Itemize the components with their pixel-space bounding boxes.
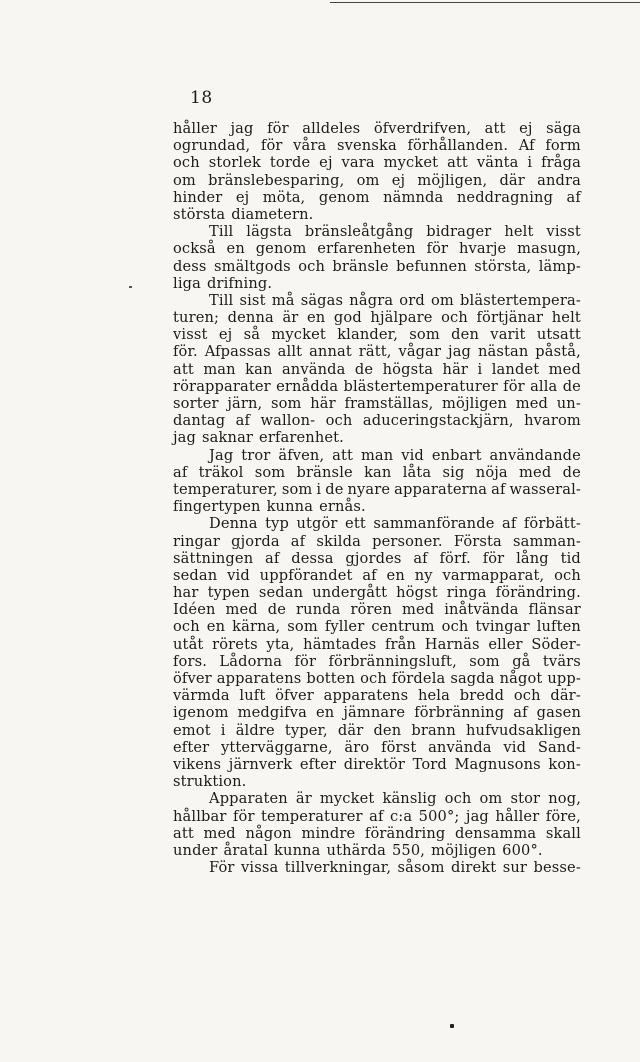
text-line: af träkol som bränsle kan låta sig nöja med de — [173, 463, 581, 481]
text-line: rörapparater ernådda blästertemperaturer för alla de — [173, 377, 581, 395]
text-line: ogrundad, för våra svenska förhållanden. Af form — [173, 137, 581, 155]
text-line: sedan vid uppförandet af en ny varmapparat, och — [173, 566, 581, 584]
text-line: också en genom erfarenheten för hvarje masugn, — [173, 240, 581, 258]
text-line: dess smältgods och bränsle befunnen största, lämp- — [173, 257, 581, 275]
text-line: Till lägsta bränsleåtgång bidrager helt visst — [209, 223, 581, 241]
text-line: utåt rörets yta, hämtades från Harnäs eller Söder- — [173, 635, 581, 653]
text-line: Jag tror äfven, att man vid enbart användande — [209, 446, 581, 464]
text-line: fors. Lådorna för förbränningsluft, som gå tvärs — [173, 652, 581, 670]
body-text — [173, 120, 581, 876]
text-line: och storlek torde ej vara mycket att vänta i fråga — [173, 154, 581, 172]
text-line: sättningen af dessa gjordes af förf. för lång tid — [173, 549, 581, 567]
text-line: igenom medgifva en jämnare förbränning af gasen — [173, 704, 581, 722]
text-line: jag saknar erfarenhet. — [173, 429, 344, 447]
text-line: att med någon mindre förändring densamma skall — [173, 824, 581, 842]
text-line: och en kärna, som fyller centrum och tvingar luften — [173, 618, 581, 636]
text-line: visst ej så mycket klander, som den varit utsatt — [173, 326, 581, 344]
text-line: under åratal kunna uthärda 550, möjligen 600°. — [173, 841, 543, 859]
text-line: Denna typ utgör ett sammanförande af förbätt- — [209, 515, 581, 533]
text-line: Idéen med de runda rören med inåtvända flänsar — [173, 601, 581, 619]
page-number: 18 — [190, 88, 213, 108]
text-line: ringar gjorda af skilda personer. Första samman- — [173, 532, 581, 550]
text-line: efter ytterväggarne, äro först använda vid Sand- — [173, 738, 581, 756]
text-line: största diametern. — [173, 205, 314, 223]
text-line: emot i äldre typer, där den brann hufvudsakligen — [173, 721, 581, 739]
text-line: sorter järn, som här framställas, möjligen med un- — [173, 395, 581, 412]
text-line: Apparaten är mycket känslig och om stor nog, — [209, 790, 581, 808]
text-line: om bränslebesparing, om ej möjligen, där andra — [173, 171, 581, 189]
text-line: temperaturer, som i de nyare apparaterna af wasseral- — [173, 480, 581, 498]
text-line: hinder ej möta, genom nämnda neddragning af — [173, 188, 581, 206]
text-line: håller jag för alldeles öfverdrifven, att ej säga — [173, 120, 581, 137]
text-line: struktion. — [173, 773, 247, 791]
text-line: värmda luft öfver apparatens hela bredd och där- — [173, 687, 581, 705]
text-line: För vissa tillverkningar, såsom direkt sur besse- — [209, 859, 581, 877]
text-line: öfver apparatens botten och fördela sagda något upp- — [173, 670, 581, 687]
text-line: vikens järnverk efter direktör Tord Magnusons kon- — [173, 755, 581, 773]
text-line: turen; denna är en god hjälpare och förtjänar helt — [173, 309, 581, 327]
stray-mark — [129, 286, 132, 288]
text-line: har typen sedan undergått högst ringa förändring. — [173, 584, 581, 602]
text-line: hållbar för temperaturer af c:a 500°; jag håller före, — [173, 807, 581, 825]
text-line: att man kan använda de högsta här i landet med — [173, 360, 581, 378]
text-line: dantag af wallon- och aduceringstackjärn, hvarom — [173, 412, 581, 430]
text-line: liga drifning. — [173, 274, 273, 292]
top-edge-rule — [330, 2, 640, 3]
text-line: fingertypen kunna ernås. — [173, 498, 366, 516]
printer-mark — [450, 1024, 454, 1028]
text-line: för. Afpassas allt annat rätt, vågar jag nästan påstå, — [173, 343, 581, 361]
text-line: Till sist må sägas några ord om blästertempera- — [209, 291, 581, 309]
